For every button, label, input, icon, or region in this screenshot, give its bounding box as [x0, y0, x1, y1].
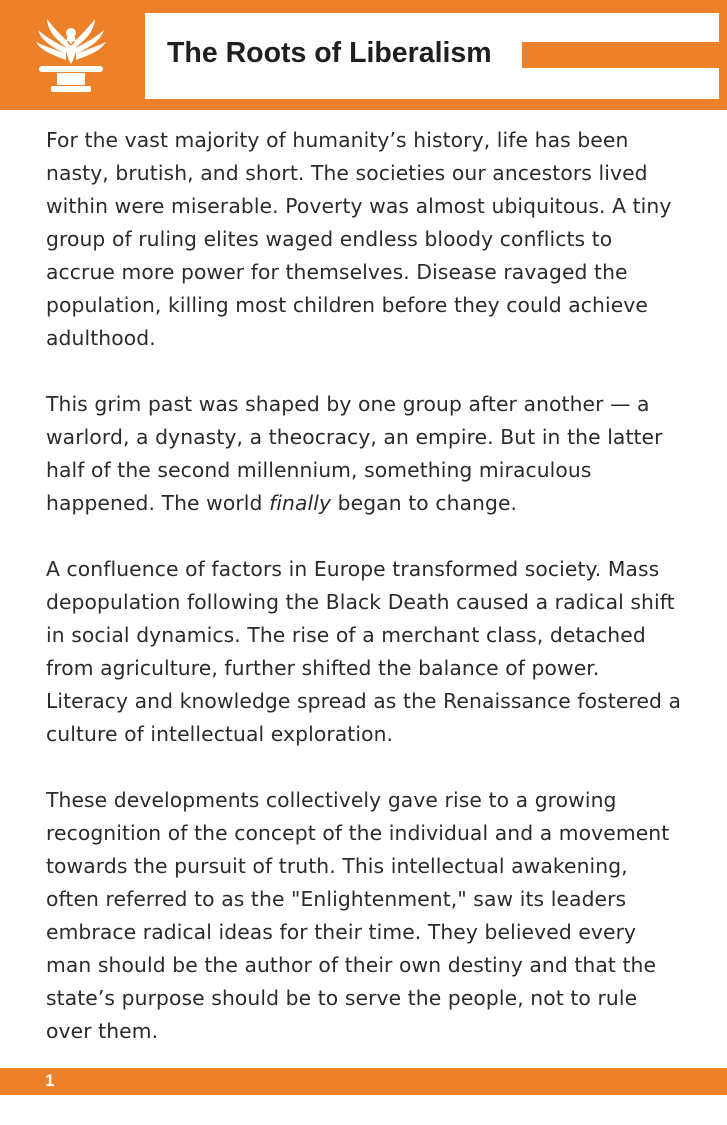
page-title: The Roots of Liberalism	[167, 37, 492, 69]
page-number: 1	[45, 1071, 55, 1090]
footer-band	[0, 1068, 727, 1095]
header-band	[0, 0, 727, 110]
paragraph	[46, 388, 686, 520]
paragraph: For the vast majority of humanity’s history, life has been nasty, brutish, and short. The societies our ancestors lived within were miserable. Poverty was almost ubiquitous. A tiny group of ruling elites waged endless bloody conflicts to accrue more power for themselves. Disease ravaged the population, killing most children before they could achieve adulthood.	[46, 128, 672, 350]
paragraph: A confluence of factors in Europe transformed society. Mass depopulation following the Black Death caused a radical shift in social dynamics. The rise of a merchant class, detached from agriculture, further shifted the balance of power. Literacy and knowledge spread as the Renaissance fostered a culture of intellectual exploration.	[46, 557, 682, 746]
phoenix-pedestal-icon	[30, 16, 112, 96]
title-accent-bar	[522, 42, 719, 68]
paragraph: These developments collectively gave rise to a growing recognition of the concept of the individual and a movement towards the pursuit of truth. This intellectual awakening, often referred to as the "Enlightenment," saw its leaders embrace radical ideas for their time. They believed every man should be the author of their own destiny and that the state’s purpose should be to serve the people, not to rule over them.	[46, 788, 670, 1043]
emphasis-text: finally	[269, 491, 332, 515]
title-box	[145, 13, 719, 99]
body-text	[46, 124, 686, 1048]
paragraph-text: began to change.	[331, 491, 518, 515]
paragraph-text: This grim past was shaped by one group after another — a warlord, a dynasty, a theocracy, an empire. But in the latter half of the second millennium, something miraculous happened. The world	[46, 392, 663, 515]
